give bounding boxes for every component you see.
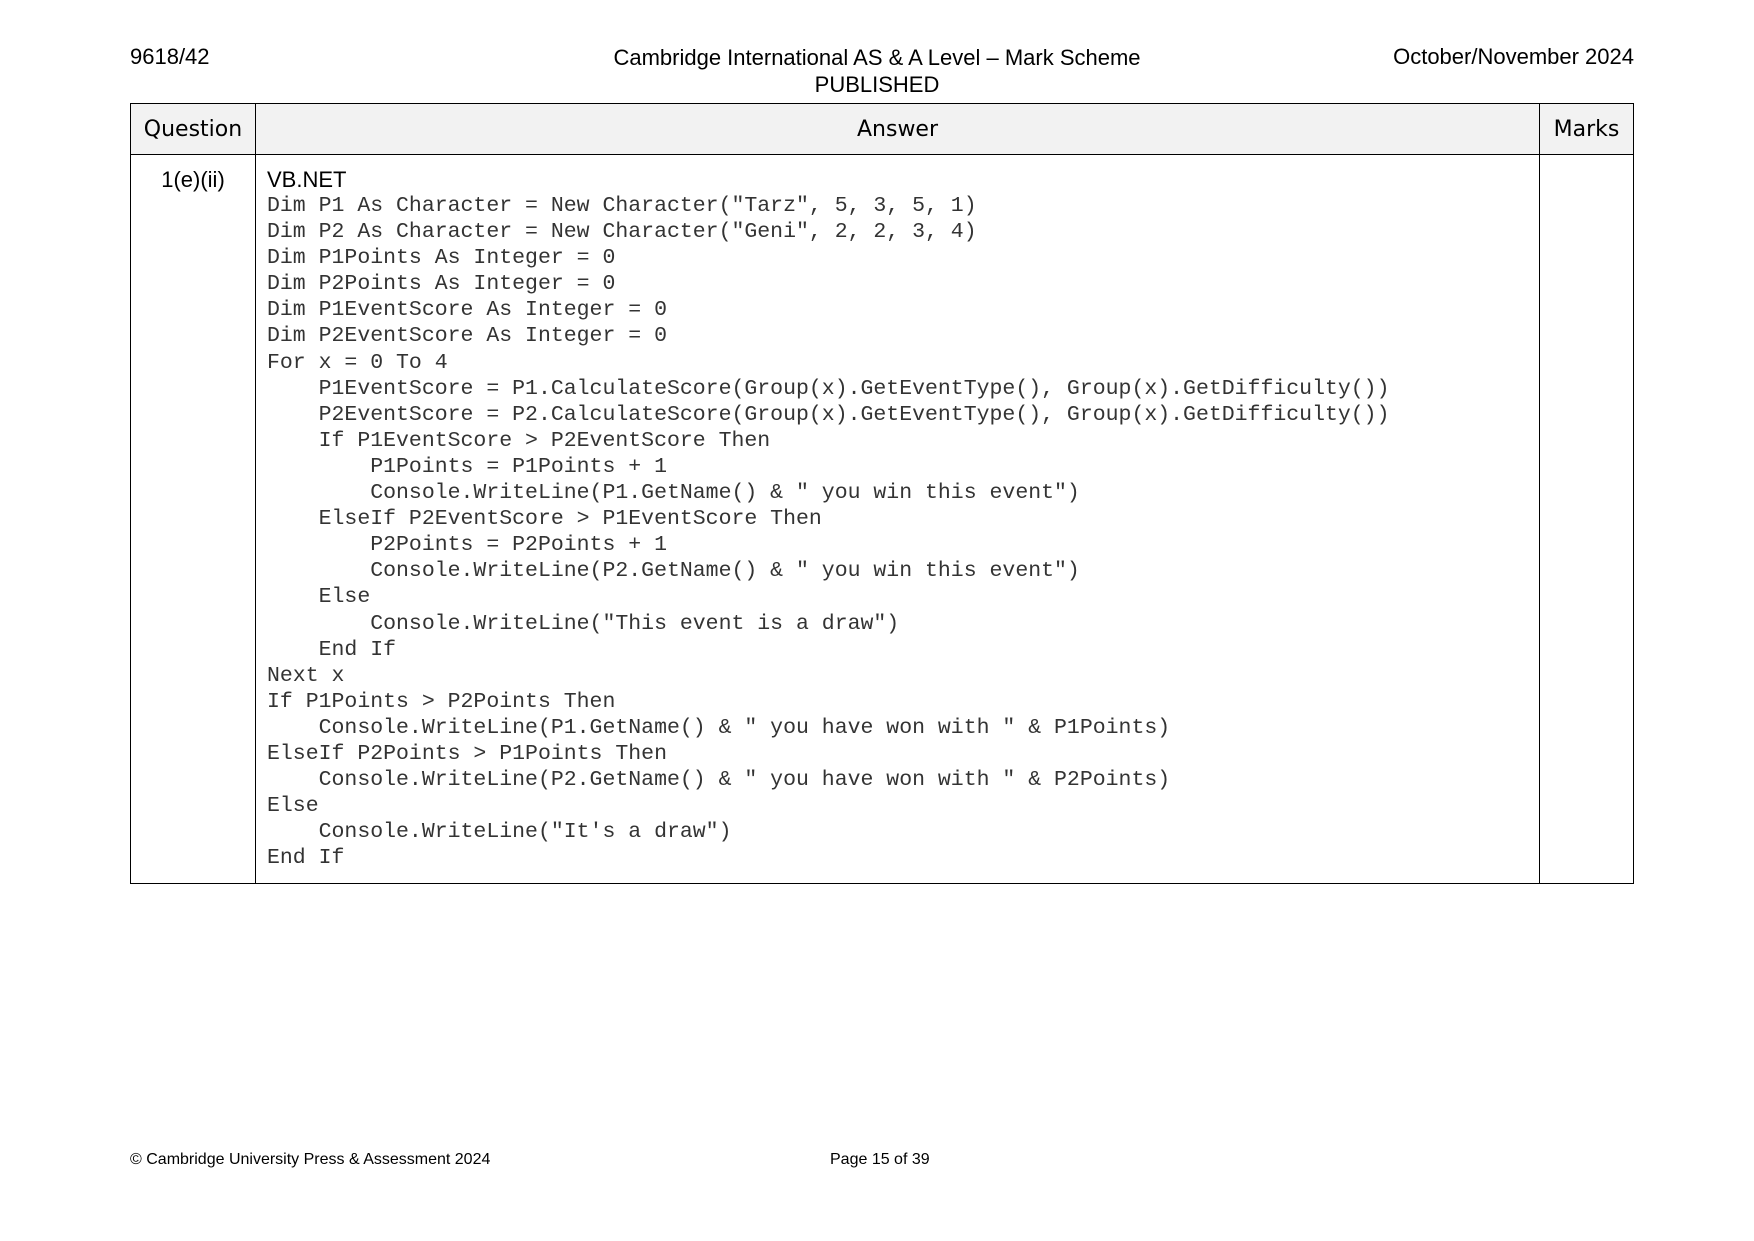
exam-session: October/November 2024 (1393, 44, 1634, 69)
code-line: Console.WriteLine(P1.GetName() & " you have won with " & P1Points) (267, 715, 1171, 740)
marks-header: Marks (1540, 104, 1634, 155)
page-number: Page 15 of 39 (830, 1151, 930, 1168)
code-line: Else (267, 585, 371, 610)
code-line: P1EventScore = P1.CalculateScore(Group(x).GetEventType(), Group(x).GetDifficulty()) (267, 376, 1390, 401)
code-line: Else (267, 794, 319, 819)
question-number: 1(e)(ii) (131, 155, 256, 884)
code-line: P2EventScore = P2.CalculateScore(Group(x).GetEventType(), Group(x).GetDifficulty()) (267, 402, 1390, 427)
mark-scheme-title: Cambridge International AS & A Level – Mark Scheme (613, 45, 1141, 70)
code-line: For x = 0 To 4 (267, 350, 448, 375)
code-line: Console.WriteLine("It's a draw") (267, 820, 732, 845)
table-header-row (131, 104, 1634, 155)
mark-scheme-table (130, 103, 1634, 884)
code-line: P2Points = P2Points + 1 (267, 533, 667, 558)
code-line: Dim P2EventScore As Integer = 0 (267, 324, 667, 349)
code-line: If P1EventScore > P2EventScore Then (267, 428, 771, 453)
answer-header: Answer (256, 104, 1540, 155)
answer-cell (256, 155, 1540, 884)
code-line: Dim P1EventScore As Integer = 0 (267, 298, 667, 323)
code-line: If P1Points > P2Points Then (267, 689, 616, 714)
code-line: Console.WriteLine(P2.GetName() & " you have won with " & P2Points) (267, 768, 1171, 793)
language-label: VB.NET (267, 167, 347, 192)
paper-code: 9618/42 (130, 44, 210, 69)
code-line: End If (267, 846, 345, 871)
question-header: Question (131, 104, 256, 155)
marks-cell (1540, 155, 1634, 884)
copyright-notice: © Cambridge University Press & Assessment 2024 (130, 1151, 491, 1168)
code-line: Console.WriteLine(P1.GetName() & " you win this event") (267, 481, 1080, 506)
code-line: Dim P1Points As Integer = 0 (267, 246, 616, 271)
code-line: Dim P2 As Character = New Character("Geni", 2, 2, 3, 4) (267, 220, 977, 245)
code-line: Next x (267, 663, 345, 688)
code-line: Dim P1 As Character = New Character("Tarz", 5, 3, 5, 1) (267, 194, 977, 218)
code-line: ElseIf P2EventScore > P1EventScore Then (267, 507, 822, 532)
published-label: PUBLISHED (814, 72, 940, 97)
code-line: End If (267, 637, 397, 662)
code-block (267, 193, 1529, 871)
code-line: ElseIf P2Points > P1Points Then (267, 741, 667, 766)
code-line: Dim P2Points As Integer = 0 (267, 272, 616, 297)
table-row (131, 155, 1634, 884)
code-line: P1Points = P1Points + 1 (267, 454, 667, 479)
code-line: Console.WriteLine(P2.GetName() & " you win this event") (267, 559, 1080, 584)
code-line: Console.WriteLine("This event is a draw") (267, 611, 900, 636)
